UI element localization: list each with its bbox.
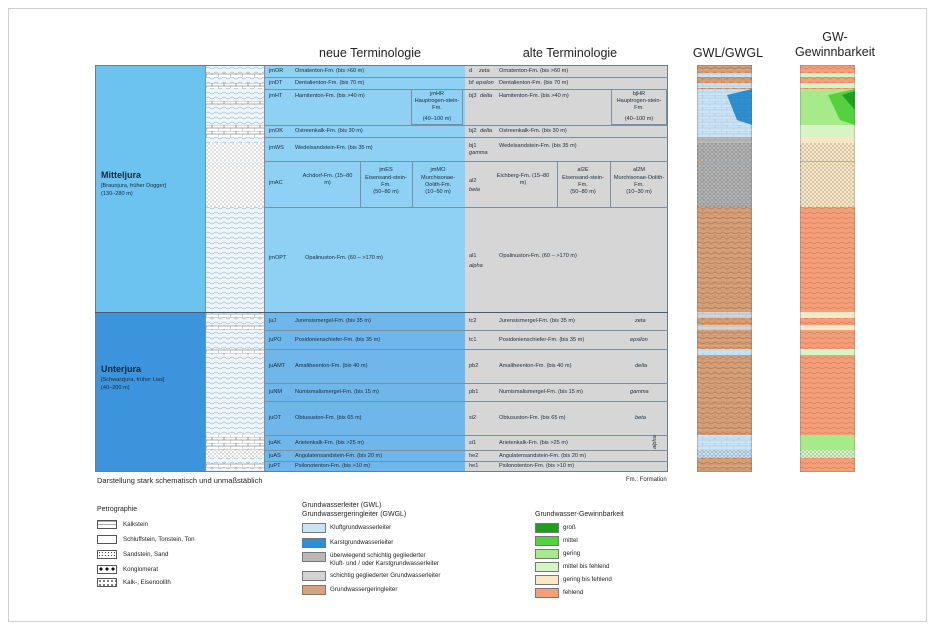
old-greek: delta — [480, 128, 493, 134]
old-code: si1 — [469, 440, 477, 446]
gwl-legend-label: Karstgrundwasserleiter — [330, 539, 394, 546]
header-new-terminology: neue Terminologie — [319, 46, 421, 60]
old-greek: gamma — [469, 150, 488, 156]
old-formation: Posidonienschiefer-Fm. (bis 35 m) — [499, 337, 585, 343]
old-code: bf — [469, 80, 474, 86]
new-formation: Psilonotenton-Fm. (bis >10 m) — [295, 463, 371, 469]
new-formation: Amaltheenton-Fm. (bis 40 m) — [295, 363, 368, 369]
row-divider — [265, 89, 668, 90]
old-code: pb1 — [469, 389, 479, 395]
hr-new-code: jmHR — [430, 91, 444, 97]
hr-new-range: (40–100 m) — [422, 116, 452, 122]
row-divider — [265, 401, 668, 402]
gwl-column — [697, 65, 752, 472]
mo-old-name: Murchisonae-Oolith-Fm. — [613, 175, 665, 188]
gw-swatch — [535, 523, 559, 533]
gwl-legend-label: Kluftgrundwasserleiter — [330, 524, 392, 531]
old-formation: Eichberg-Fm. (15–80 m) — [496, 173, 550, 186]
old-greek: delta — [635, 363, 648, 369]
petro-swatch-siltstone — [97, 535, 117, 544]
header-gw-2: Gewinnbarkeit — [795, 45, 875, 59]
new-formation: Jurensismergel-Fm. (bis 35 m) — [295, 318, 371, 324]
old-code: pb2 — [469, 363, 479, 369]
old-formation: Obtususton-Fm. (bis 65 m) — [499, 415, 566, 421]
gw-legend-label: fehlend — [563, 589, 584, 596]
row-divider — [265, 461, 668, 462]
petro-title: Petrographie — [97, 506, 138, 513]
new-formation: Numismalismergel-Fm. (bis 15 m) — [295, 389, 379, 395]
row-divider — [265, 450, 668, 451]
old-code: tc1 — [469, 337, 477, 343]
old-code: si2 — [469, 415, 477, 421]
gw-legend-label: mittel bis fehlend — [563, 563, 610, 570]
new-code: juOT — [269, 415, 282, 421]
new-formation: Hamitenton-Fm. (bis >40 m) — [295, 93, 365, 99]
old-greek: zeta — [479, 68, 490, 74]
unterjura-range: (40–200 m) — [101, 385, 130, 391]
petro-label: Kalkstein — [123, 521, 149, 528]
table-border — [95, 65, 668, 472]
row-divider — [265, 383, 668, 384]
gw-swatch — [535, 575, 559, 585]
petro-swatch-limestone — [97, 520, 117, 529]
old-formation: Ostreenkalk-Fm. (bis 30 m) — [499, 128, 567, 134]
gwl-swatch — [302, 538, 326, 548]
gw-swatch — [535, 562, 559, 572]
mo-old-range: (10–30 m) — [626, 189, 652, 195]
new-code: jmHT — [269, 93, 283, 99]
gwl-legend-label: schichtig gegliederter Grundwasserleiter — [330, 572, 441, 579]
old-code: bj3 — [469, 93, 477, 99]
header-gw-1: GW- — [822, 30, 848, 44]
petro-label: Konglomerat — [123, 566, 159, 573]
era-divider — [95, 312, 668, 313]
new-code: juAS — [269, 453, 281, 459]
old-greek: beta — [635, 415, 646, 421]
unterjura-label: Unterjura — [101, 364, 142, 374]
mo-new-code: jmMO — [430, 167, 446, 173]
old-formation: Dentalienton-Fm. (bis 70 m) — [499, 80, 569, 86]
old-greek: delta — [480, 93, 493, 99]
gwl-swatch — [302, 523, 326, 533]
gwl-legend-title-1: Grundwasserleiter (GWL) — [302, 502, 382, 509]
old-code: he2 — [469, 453, 479, 459]
gwl-swatch — [302, 585, 326, 595]
mo-new-range: (10–50 m) — [425, 189, 451, 195]
old-greek-alpha-unter: alpha — [652, 435, 658, 449]
petro-swatch-oolith — [97, 578, 117, 587]
old-formation: Arietenkalk-Fm. (bis >25 m) — [499, 440, 568, 446]
old-code: bj2 — [469, 128, 477, 134]
es-old-range: (50–80 m) — [570, 189, 596, 195]
hr-old-range: (40–100 m) — [624, 116, 654, 122]
gw-legend-label: gering bis fehlend — [563, 576, 612, 583]
gw-swatch — [535, 588, 559, 598]
new-formation: Angulatensandstein-Fm. (bis 20 m) — [295, 453, 383, 459]
row-divider — [265, 77, 668, 78]
new-code: jmAC — [269, 180, 283, 186]
new-formation: Obtususton-Fm. (bis 65 m) — [295, 415, 362, 421]
gwl-legend-label: überwiegend schichtig gegliederter — [330, 552, 426, 559]
new-formation: Achdorf-Fm. (15–80 m) — [302, 173, 353, 186]
new-formation: Ostreenkalk-Fm. (bis 30 m) — [295, 128, 363, 134]
old-formation: Psilonotenton-Fm. (bis >10 m) — [499, 463, 575, 469]
gw-legend-label: groß — [563, 524, 576, 531]
header-old-terminology: alte Terminologie — [522, 46, 618, 60]
hr-old-name: Hauptrogen-stein-Fm. — [616, 98, 662, 111]
mo-old-code: al2M — [632, 167, 646, 173]
old-formation: Opalinuston-Fm. (60 – >170 m) — [499, 253, 577, 259]
row-divider — [265, 435, 668, 436]
es-new-name: Eisensand-stein-Fm. — [365, 175, 407, 188]
old-code: al1 — [469, 253, 477, 259]
new-code: juPO — [269, 337, 282, 343]
gw-swatch — [535, 549, 559, 559]
old-formation: Wedelsandstein-Fm. (bis 35 m) — [499, 143, 577, 149]
old-code: he1 — [469, 463, 479, 469]
new-code: jmWS — [269, 145, 284, 151]
old-formation: Ornatenton-Fm. (bis >60 m) — [499, 68, 569, 74]
petro-swatch-sandstone — [97, 550, 117, 559]
new-code: juAK — [269, 440, 281, 446]
old-greek: gamma — [630, 389, 649, 395]
formation-note: Fm.: Formation — [626, 477, 667, 483]
new-code: jmOR — [269, 68, 284, 74]
old-greek: alpha — [469, 263, 483, 269]
new-formation: Opalinuston-Fm. (60 – >170 m) — [305, 255, 383, 261]
new-code: jmDT — [269, 80, 283, 86]
new-code: juAMT — [269, 363, 286, 369]
new-code: jmOPT — [269, 255, 287, 261]
new-code: juPT — [269, 463, 281, 469]
old-greek: epsilon — [476, 80, 494, 86]
unterjura-sub: [Schwarzjura, früher Lias] — [101, 377, 165, 383]
row-divider — [265, 137, 668, 138]
old-code: tc2 — [469, 318, 477, 324]
gw-swatch — [535, 536, 559, 546]
row-divider — [265, 330, 668, 331]
new-code: jmOK — [269, 128, 283, 134]
petro-label: Kalk-, Eisenoolith — [123, 579, 171, 586]
hr-new-name: Hauptrogen-stein-Fm. — [414, 98, 460, 111]
gw-legend-title: Grundwasser-Gewinnbarkeit — [535, 511, 624, 518]
old-greek: epsilon — [630, 337, 648, 343]
petro-swatch-conglomerate — [97, 565, 117, 574]
old-formation: Hamitenton-Fm. (bis >40 m) — [499, 93, 569, 99]
footnote: Darstellung stark schematisch und unmaßstäblich — [97, 476, 263, 485]
old-formation: Angulatensandstein-Fm. (bis 20 m) — [499, 453, 587, 459]
header-gwl: GWL/GWGL — [692, 46, 764, 60]
new-formation: Posidonienschiefer-Fm. (bis 35 m) — [295, 337, 381, 343]
stratigraphy-table — [95, 65, 668, 472]
gwl-swatch — [302, 552, 326, 562]
new-formation: Arietenkalk-Fm. (bis >25 m) — [295, 440, 364, 446]
row-divider — [265, 349, 668, 350]
es-old-code: al2E — [577, 167, 589, 173]
es-new-range: (50–80 m) — [373, 189, 399, 195]
lithology-pattern — [206, 65, 264, 472]
mitteljura-range: (130–280 m) — [101, 191, 133, 197]
gwl-legend-title-2: Grundwassergeringleiter (GWGL) — [302, 511, 407, 518]
petro-label: Sandstein, Sand — [123, 551, 169, 558]
old-greek: beta — [469, 187, 480, 193]
gwl-legend-label: Grundwassergeringleiter — [330, 586, 398, 593]
old-code: al2 — [469, 178, 477, 184]
old-formation: Numismalismergel-Fm. (bis 15 m) — [499, 389, 583, 395]
mitteljura-label: Mitteljura — [101, 170, 142, 180]
gwl-swatch — [302, 571, 326, 581]
es-old-name: Eisensand-stein-Fm. — [562, 175, 604, 188]
old-formation: Jurensismergel-Fm. (bis 35 m) — [499, 318, 575, 324]
old-code: bj1 — [469, 143, 477, 149]
row-divider — [265, 207, 668, 208]
gw-column — [800, 65, 855, 472]
old-greek: zeta — [635, 318, 646, 324]
new-code: juNM — [269, 389, 283, 395]
new-formation: Dentalienton-Fm. (bis 70 m) — [295, 80, 365, 86]
gw-legend-label: mittel — [563, 537, 578, 544]
mitteljura-sub: [Braunjura, früher Dogger] — [101, 183, 166, 189]
mo-new-name: Murchisonae-Oolith-Fm. — [421, 175, 455, 188]
es-new-code: jmES — [379, 167, 393, 173]
gwl-legend-label-2: Kluft- und / oder Karstgrundwasserleiter — [330, 560, 440, 567]
petro-label: Schluffstein, Tonstein, Ton — [123, 536, 195, 543]
old-code: d — [469, 68, 473, 74]
gw-legend-label: gering — [563, 550, 581, 557]
old-formation: Amaltheenton-Fm. (bis 40 m) — [499, 363, 572, 369]
new-formation: Ornatenton-Fm. (bis >60 m) — [295, 68, 365, 74]
hr-old-code: bjHR — [632, 91, 646, 97]
new-code: juJ — [269, 318, 277, 324]
new-formation: Wedelsandstein-Fm. (bis 35 m) — [295, 145, 373, 151]
row-divider — [265, 125, 668, 126]
